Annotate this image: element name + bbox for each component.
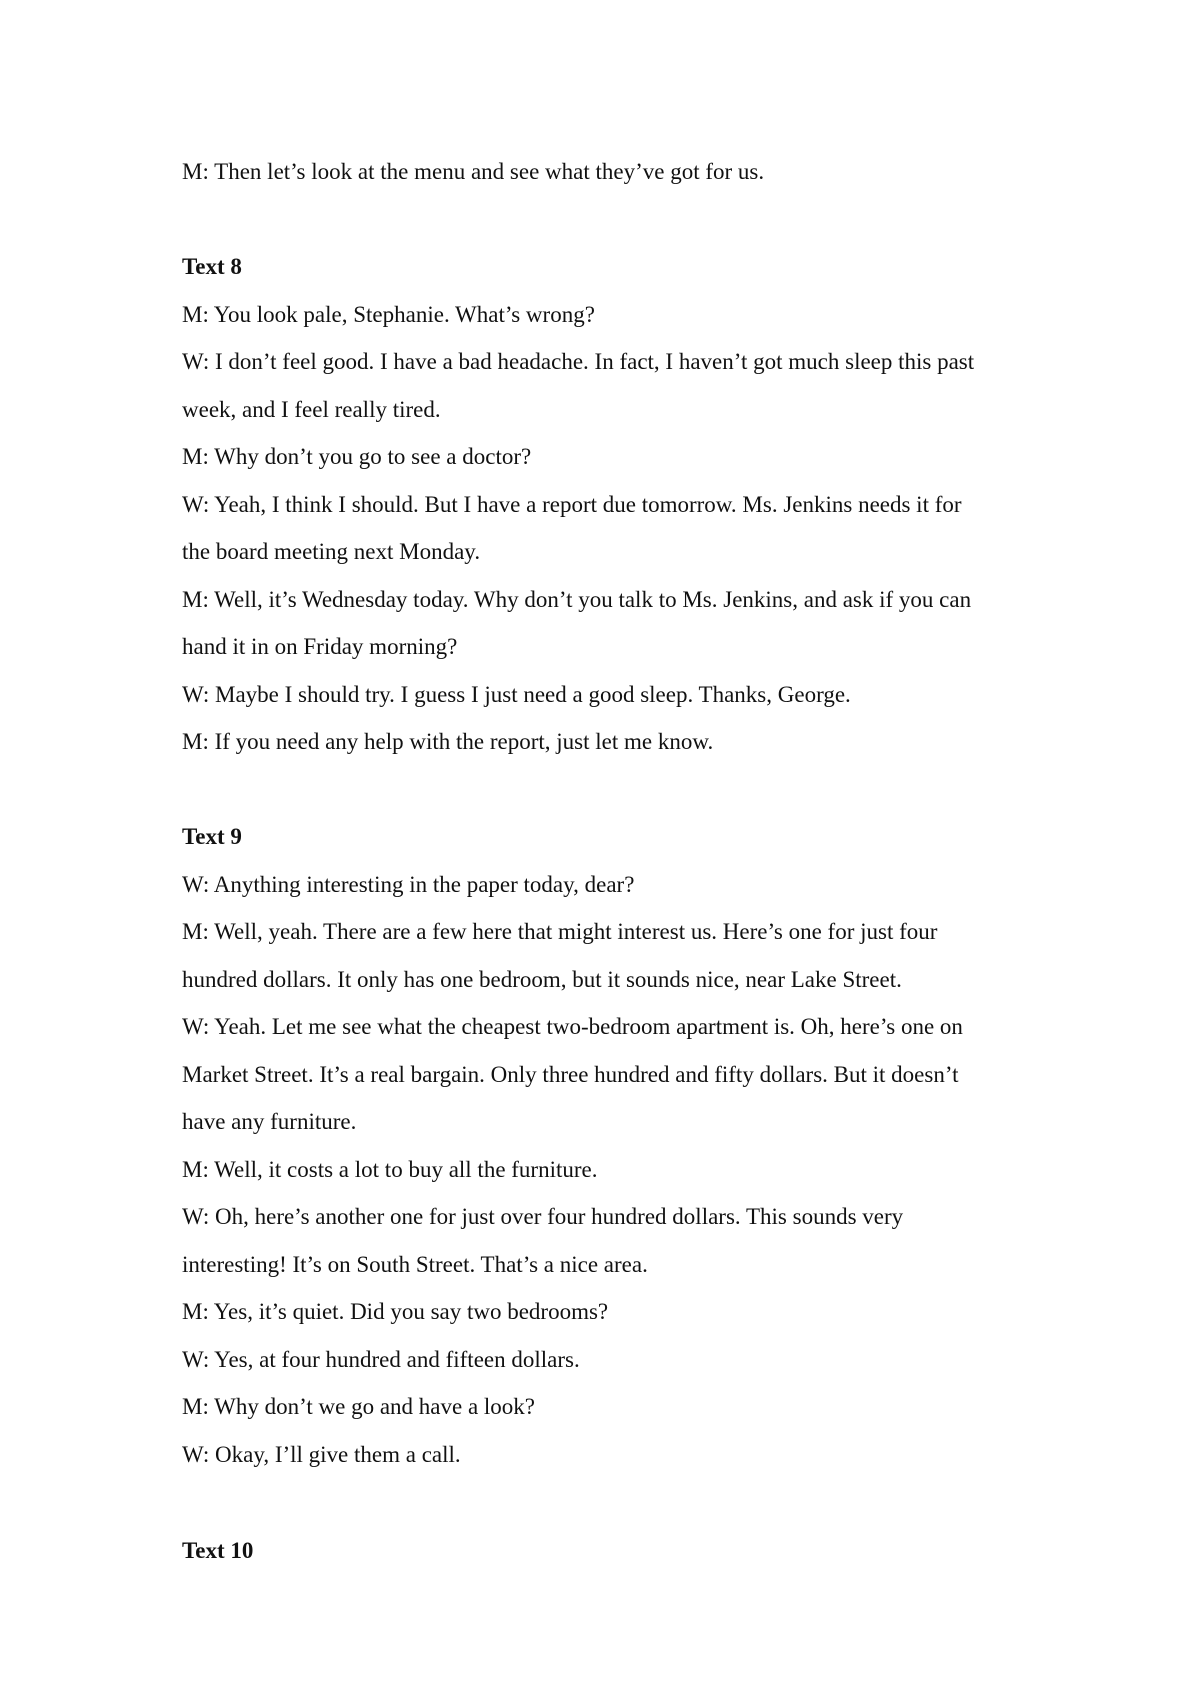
- dialogue-line: M: Well, yeah. There are a few here that might interest us. Here’s one for just four: [182, 919, 938, 944]
- dialogue-line: M: Well, it costs a lot to buy all the furniture.: [182, 1156, 598, 1182]
- section-heading: Text 9: [182, 824, 242, 849]
- dialogue-line: Market Street. It’s a real bargain. Only three hundred and fifty dollars. But it doesn’t: [182, 1061, 959, 1087]
- dialogue-line: W: I don’t feel good. I have a bad headache. In fact, I haven’t got much sleep this past: [182, 349, 975, 374]
- dialogue-line: week, and I feel really tired.: [182, 396, 441, 422]
- dialogue-line: W: Oh, here’s another one for just over four hundred dollars. This sounds very: [182, 1204, 904, 1229]
- dialogue-line: hand it in on Friday morning?: [182, 634, 458, 659]
- section-heading: Text 10: [182, 1538, 254, 1563]
- dialogue-line: M: Yes, it’s quiet. Did you say two bedrooms?: [182, 1299, 609, 1324]
- dialogue-line: M: Why don’t you go to see a doctor?: [182, 444, 532, 469]
- dialogue-line: hundred dollars. It only has one bedroom, but it sounds nice, near Lake Street.: [182, 966, 902, 992]
- dialogue-line: W: Yeah. Let me see what the cheapest two-bedroom apartment is. Oh, here’s one on: [182, 1014, 963, 1039]
- dialogue-line: W: Maybe I should try. I guess I just need a good sleep. Thanks, George.: [182, 681, 851, 707]
- dialogue-line: M: If you need any help with the report, just let me know.: [182, 729, 714, 754]
- dialogue-line: W: Yes, at four hundred and fifteen dollars.: [182, 1346, 580, 1372]
- section-text-10: [182, 1527, 1062, 1575]
- dialogue-line: M: You look pale, Stephanie. What’s wrong?: [182, 301, 595, 327]
- dialogue-line: M: Well, it’s Wednesday today. Why don’t you talk to Ms. Jenkins, and ask if you can: [182, 586, 972, 612]
- dialogue-line: W: Okay, I’ll give them a call.: [182, 1441, 461, 1467]
- dialogue-line: interesting! It’s on South Street. That’s a nice area.: [182, 1251, 648, 1277]
- section-heading: Text 8: [182, 254, 242, 279]
- dialogue-line: M: Then let’s look at the menu and see what they’ve got for us.: [182, 159, 765, 184]
- dialogue-line: M: Why don’t we go and have a look?: [182, 1394, 536, 1419]
- opening-line-block: [182, 148, 1062, 196]
- section-text-8: [182, 243, 1062, 766]
- dialogue-line: W: Yeah, I think I should. But I have a report due tomorrow. Ms. Jenkins needs it for: [182, 491, 962, 517]
- dialogue-line: W: Anything interesting in the paper today, dear?: [182, 871, 635, 897]
- dialogue-line: have any furniture.: [182, 1109, 357, 1134]
- dialogue-line: the board meeting next Monday.: [182, 539, 481, 564]
- section-text-9: [182, 813, 1062, 1478]
